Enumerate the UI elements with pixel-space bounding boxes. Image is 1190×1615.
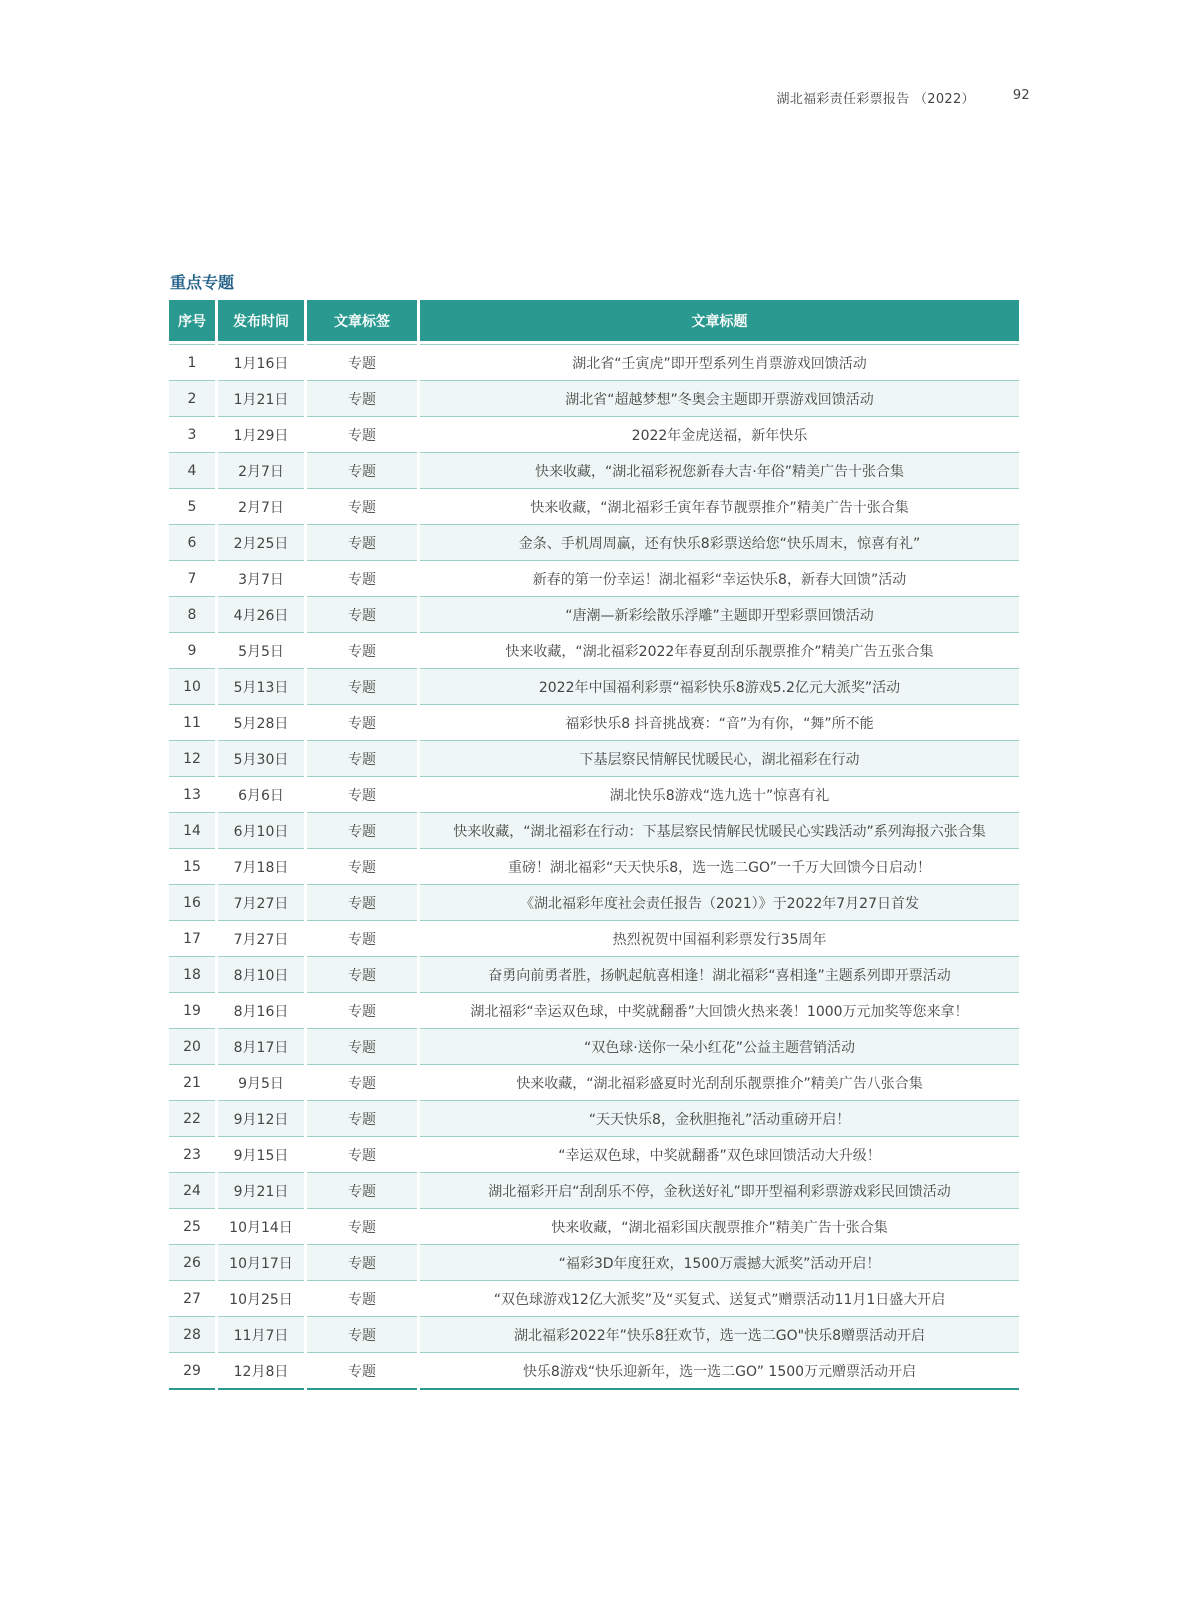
article-title-cell: 2022年金虎送福，新年快乐: [420, 417, 1019, 453]
publish-date-cell: 6月10日: [218, 813, 304, 849]
row-index-cell: 11: [169, 705, 215, 741]
article-tag-cell: 专题: [307, 1281, 417, 1317]
row-index-cell: 28: [169, 1317, 215, 1353]
article-tag-cell: 专题: [307, 561, 417, 597]
article-title-cell: 重磅！湖北福彩“天天快乐8，选一选二GO”一千万大回馈今日启动！: [420, 849, 1019, 885]
article-title-cell: 快来收藏，“湖北福彩盛夏时光刮刮乐靓票推介”精美广告八张合集: [420, 1065, 1019, 1101]
row-index-cell: 14: [169, 813, 215, 849]
table-row: [169, 705, 1019, 741]
row-index-cell: 12: [169, 741, 215, 777]
article-tag-cell: 专题: [307, 993, 417, 1029]
article-tag-cell: 专题: [307, 1029, 417, 1065]
article-tag-cell: 专题: [307, 957, 417, 993]
publish-date-cell: 1月16日: [218, 344, 304, 381]
article-title-cell: 湖北福彩2022年”快乐8狂欢节，选一选二GO"快乐8赠票活动开启: [420, 1317, 1019, 1353]
article-tag-cell: 专题: [307, 885, 417, 921]
article-tag-cell: 专题: [307, 1245, 417, 1281]
publish-date-cell: 9月12日: [218, 1101, 304, 1137]
article-title-cell: 2022年中国福利彩票“福彩快乐8游戏5.2亿元大派奖”活动: [420, 669, 1019, 705]
table-row: [169, 1281, 1019, 1317]
article-title-cell: 快来收藏，“湖北福彩国庆靓票推介”精美广告十张合集: [420, 1209, 1019, 1245]
publish-date-cell: 4月26日: [218, 597, 304, 633]
article-title-cell: 金条、手机周周赢，还有快乐8彩票送给您“快乐周末，惊喜有礼”: [420, 525, 1019, 561]
article-title-cell: “幸运双色球，中奖就翻番”双色球回馈活动大升级！: [420, 1137, 1019, 1173]
column-header-date: 发布时间: [218, 300, 304, 344]
article-tag-cell: 专题: [307, 344, 417, 381]
article-tag-cell: 专题: [307, 1209, 417, 1245]
table-row: [169, 849, 1019, 885]
table-row: [169, 1209, 1019, 1245]
article-tag-cell: 专题: [307, 1173, 417, 1209]
row-index-cell: 24: [169, 1173, 215, 1209]
article-tag-cell: 专题: [307, 381, 417, 417]
publish-date-cell: 2月25日: [218, 525, 304, 561]
row-index-cell: 5: [169, 489, 215, 525]
table-row: [169, 381, 1019, 417]
row-index-cell: 21: [169, 1065, 215, 1101]
article-tag-cell: 专题: [307, 453, 417, 489]
table-row: [169, 525, 1019, 561]
article-title-cell: “双色球·送你一朵小红花”公益主题营销活动: [420, 1029, 1019, 1065]
key-topics-table: [166, 300, 1022, 1390]
article-title-cell: 湖北福彩“幸运双色球，中奖就翻番”大回馈火热来袭！1000万元加奖等您来拿！: [420, 993, 1019, 1029]
article-tag-cell: 专题: [307, 489, 417, 525]
article-tag-cell: 专题: [307, 669, 417, 705]
column-header-tag: 文章标签: [307, 300, 417, 344]
table-row: [169, 344, 1019, 381]
publish-date-cell: 10月14日: [218, 1209, 304, 1245]
table-row: [169, 921, 1019, 957]
publish-date-cell: 5月30日: [218, 741, 304, 777]
article-tag-cell: 专题: [307, 525, 417, 561]
table-row: [169, 993, 1019, 1029]
table-row: [169, 1065, 1019, 1101]
table-body: [169, 344, 1019, 1390]
table-row: [169, 777, 1019, 813]
article-tag-cell: 专题: [307, 705, 417, 741]
publish-date-cell: 8月17日: [218, 1029, 304, 1065]
article-title-cell: 新春的第一份幸运！湖北福彩“幸运快乐8，新春大回馈”活动: [420, 561, 1019, 597]
row-index-cell: 9: [169, 633, 215, 669]
article-tag-cell: 专题: [307, 417, 417, 453]
article-tag-cell: 专题: [307, 597, 417, 633]
article-tag-cell: 专题: [307, 1101, 417, 1137]
row-index-cell: 10: [169, 669, 215, 705]
article-title-cell: “双色球游戏12亿大派奖”及“买复式、送复式”赠票活动11月1日盛大开启: [420, 1281, 1019, 1317]
table-row: [169, 741, 1019, 777]
publish-date-cell: 1月29日: [218, 417, 304, 453]
article-title-cell: “福彩3D年度狂欢，1500万震撼大派奖”活动开启！: [420, 1245, 1019, 1281]
article-title-cell: 奋勇向前勇者胜，扬帆起航喜相逢！湖北福彩“喜相逢”主题系列即开票活动: [420, 957, 1019, 993]
publish-date-cell: 5月5日: [218, 633, 304, 669]
article-title-cell: 湖北省“超越梦想”冬奥会主题即开票游戏回馈活动: [420, 381, 1019, 417]
table-header-row: [169, 300, 1019, 344]
row-index-cell: 4: [169, 453, 215, 489]
article-title-cell: “天天快乐8，金秋胆拖礼”活动重磅开启！: [420, 1101, 1019, 1137]
article-tag-cell: 专题: [307, 813, 417, 849]
row-index-cell: 26: [169, 1245, 215, 1281]
publish-date-cell: 3月7日: [218, 561, 304, 597]
table-row: [169, 669, 1019, 705]
publish-date-cell: 7月18日: [218, 849, 304, 885]
article-title-cell: 湖北省“壬寅虎”即开型系列生肖票游戏回馈活动: [420, 344, 1019, 381]
article-tag-cell: 专题: [307, 1317, 417, 1353]
publish-date-cell: 7月27日: [218, 921, 304, 957]
publish-date-cell: 9月15日: [218, 1137, 304, 1173]
article-tag-cell: 专题: [307, 849, 417, 885]
table-row: [169, 1317, 1019, 1353]
table-row: [169, 453, 1019, 489]
publish-date-cell: 5月28日: [218, 705, 304, 741]
row-index-cell: 29: [169, 1353, 215, 1390]
article-tag-cell: 专题: [307, 1065, 417, 1101]
row-index-cell: 1: [169, 344, 215, 381]
column-header-index: 序号: [169, 300, 215, 344]
table-row: [169, 561, 1019, 597]
row-index-cell: 6: [169, 525, 215, 561]
publish-date-cell: 6月6日: [218, 777, 304, 813]
column-header-title: 文章标题: [420, 300, 1019, 344]
row-index-cell: 27: [169, 1281, 215, 1317]
row-index-cell: 22: [169, 1101, 215, 1137]
article-title-cell: 湖北快乐8游戏“选九选十”惊喜有礼: [420, 777, 1019, 813]
row-index-cell: 13: [169, 777, 215, 813]
table-row: [169, 1101, 1019, 1137]
article-title-cell: 福彩快乐8 抖音挑战赛：“音”为有你，“舞”所不能: [420, 705, 1019, 741]
table-row: [169, 957, 1019, 993]
row-index-cell: 8: [169, 597, 215, 633]
article-title-cell: 《湖北福彩年度社会责任报告（2021）》于2022年7月27日首发: [420, 885, 1019, 921]
row-index-cell: 17: [169, 921, 215, 957]
row-index-cell: 23: [169, 1137, 215, 1173]
row-index-cell: 19: [169, 993, 215, 1029]
table-row: [169, 1029, 1019, 1065]
table-row: [169, 813, 1019, 849]
publish-date-cell: 8月16日: [218, 993, 304, 1029]
publish-date-cell: 1月21日: [218, 381, 304, 417]
article-title-cell: 快来收藏，“湖北福彩在行动：下基层察民情解民忧暖民心实践活动”系列海报六张合集: [420, 813, 1019, 849]
publish-date-cell: 5月13日: [218, 669, 304, 705]
publish-date-cell: 8月10日: [218, 957, 304, 993]
table-row: [169, 489, 1019, 525]
table-row: [169, 885, 1019, 921]
row-index-cell: 16: [169, 885, 215, 921]
table-row: [169, 1173, 1019, 1209]
article-title-cell: 快来收藏，“湖北福彩壬寅年春节靓票推介”精美广告十张合集: [420, 489, 1019, 525]
page-number: 92: [1012, 88, 1030, 103]
article-title-cell: 快来收藏，“湖北福彩2022年春夏刮刮乐靓票推介”精美广告五张合集: [420, 633, 1019, 669]
row-index-cell: 15: [169, 849, 215, 885]
section-title: 重点专题: [170, 273, 235, 292]
row-index-cell: 25: [169, 1209, 215, 1245]
publish-date-cell: 12月8日: [218, 1353, 304, 1390]
publish-date-cell: 10月25日: [218, 1281, 304, 1317]
row-index-cell: 3: [169, 417, 215, 453]
row-index-cell: 7: [169, 561, 215, 597]
publish-date-cell: 10月17日: [218, 1245, 304, 1281]
table-row: [169, 1353, 1019, 1390]
publish-date-cell: 2月7日: [218, 453, 304, 489]
article-tag-cell: 专题: [307, 1137, 417, 1173]
row-index-cell: 18: [169, 957, 215, 993]
article-title-cell: 下基层察民情解民忧暖民心，湖北福彩在行动: [420, 741, 1019, 777]
table-row: [169, 633, 1019, 669]
article-title-cell: 快乐8游戏“快乐迎新年，选一选二GO” 1500万元赠票活动开启: [420, 1353, 1019, 1390]
publish-date-cell: 11月7日: [218, 1317, 304, 1353]
table-row: [169, 1245, 1019, 1281]
article-tag-cell: 专题: [307, 1353, 417, 1390]
table-row: [169, 597, 1019, 633]
article-tag-cell: 专题: [307, 777, 417, 813]
article-title-cell: 快来收藏，“湖北福彩祝您新春大吉·年俗”精美广告十张合集: [420, 453, 1019, 489]
publish-date-cell: 9月5日: [218, 1065, 304, 1101]
article-title-cell: 湖北福彩开启“刮刮乐不停，金秋送好礼”即开型福利彩票游戏彩民回馈活动: [420, 1173, 1019, 1209]
publish-date-cell: 9月21日: [218, 1173, 304, 1209]
article-title-cell: 热烈祝贺中国福利彩票发行35周年: [420, 921, 1019, 957]
article-tag-cell: 专题: [307, 741, 417, 777]
publish-date-cell: 2月7日: [218, 489, 304, 525]
table-row: [169, 417, 1019, 453]
row-index-cell: 2: [169, 381, 215, 417]
document-title: 湖北福彩责任彩票报告 （2022）: [776, 92, 975, 107]
table-row: [169, 1137, 1019, 1173]
article-tag-cell: 专题: [307, 633, 417, 669]
page-header: [777, 88, 1030, 107]
row-index-cell: 20: [169, 1029, 215, 1065]
article-tag-cell: 专题: [307, 921, 417, 957]
publish-date-cell: 7月27日: [218, 885, 304, 921]
article-title-cell: “唐潮—新彩绘散乐浮雕”主题即开型彩票回馈活动: [420, 597, 1019, 633]
